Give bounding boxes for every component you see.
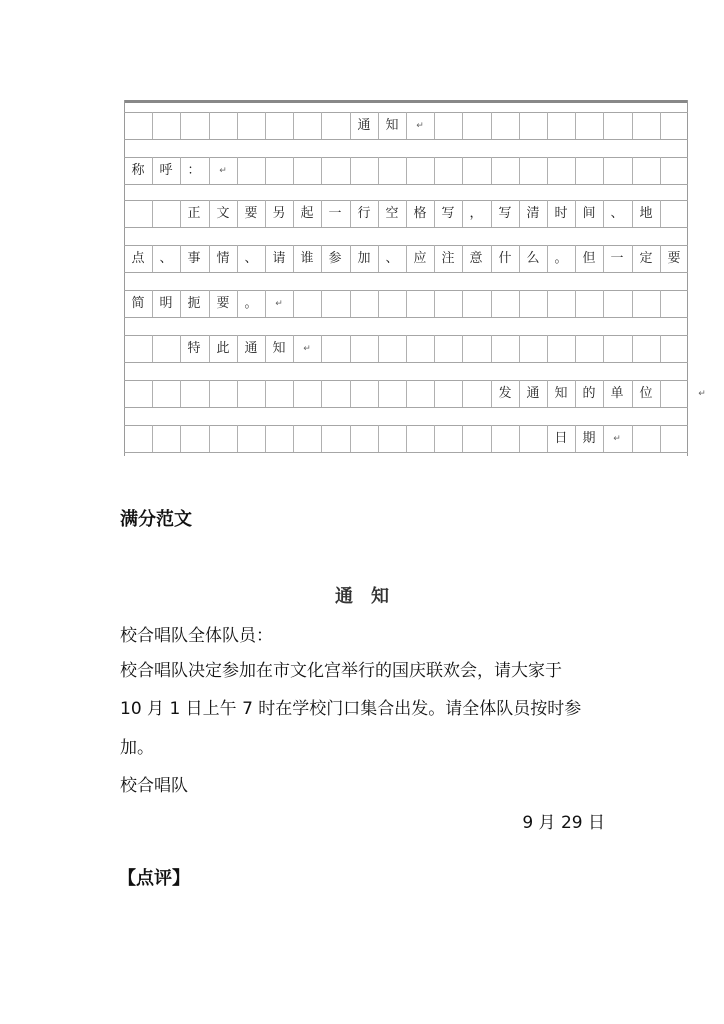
paragraph-mark: ↵ [275, 299, 283, 309]
grid-char: 行 [357, 206, 371, 221]
grid-char: 通 [357, 118, 371, 133]
grid-char: 称 [131, 163, 145, 178]
grid-char: 知 [554, 386, 568, 401]
grid-char: 明 [159, 296, 173, 311]
grid-lines [124, 100, 688, 456]
grid-char: 起 [300, 206, 314, 221]
grid-char: 发 [498, 386, 512, 401]
grid-char: 地 [639, 206, 653, 221]
grid-char: 请 [272, 251, 286, 266]
grid-char: 什 [498, 251, 512, 266]
grid-char: 点 [131, 251, 145, 266]
grid-char: 、 [244, 251, 258, 266]
grid-char: 期 [582, 431, 596, 446]
grid-char: 时 [554, 206, 568, 221]
paragraph-mark: ↵ [698, 389, 706, 399]
grid-char: 一 [328, 206, 342, 221]
paragraph-mark: ↵ [219, 166, 227, 176]
grid-char: 文 [216, 206, 230, 221]
grid-char: 扼 [187, 296, 201, 311]
grid-char: ， [469, 206, 483, 221]
grid-char: 知 [385, 118, 399, 133]
grid-char: 。 [244, 296, 258, 311]
grid-char: 单 [610, 386, 624, 401]
grid-char: 定 [639, 251, 653, 266]
grid-char: 的 [582, 386, 596, 401]
grid-char: 呼 [159, 163, 173, 178]
grid-char: 参 [328, 251, 342, 266]
notice-date: 9 月 29 日 [522, 813, 605, 833]
grid-char: 加 [357, 251, 371, 266]
paragraph-mark: ↵ [303, 344, 311, 354]
notice-salutation: 校合唱队全体队员： [120, 626, 273, 646]
grid-char: 应 [413, 251, 427, 266]
grid-char: 事 [187, 251, 201, 266]
grid-char: 意 [469, 251, 483, 266]
grid-char: 格 [413, 206, 427, 221]
grid-char: 要 [244, 206, 258, 221]
notice-body-line-1: 校合唱队决定参加在市文化宫举行的国庆联欢会，请大家于 [120, 661, 562, 681]
composition-grid [124, 100, 706, 456]
grid-char: 谁 [300, 251, 314, 266]
grid-char: 此 [216, 341, 230, 356]
grid-char: 一 [610, 251, 624, 266]
grid-char: 写 [441, 206, 455, 221]
grid-char: 要 [667, 251, 681, 266]
grid-char: 日 [554, 431, 568, 446]
notice-title: 通 知 [335, 586, 389, 607]
grid-char: 特 [187, 341, 201, 356]
grid-char: ： [187, 163, 201, 178]
notice-body-line-2: 10 月 1 日上午 7 时在学校门口集合出发。请全体队员按时参 [120, 699, 582, 719]
grid-char: 另 [272, 206, 286, 221]
grid-char: 。 [554, 251, 568, 266]
grid-char: 要 [216, 296, 230, 311]
grid-char: 简 [131, 296, 145, 311]
notice-signature: 校合唱队 [120, 776, 188, 796]
grid-char: 注 [441, 251, 455, 266]
grid-char: 通 [526, 386, 540, 401]
paragraph-mark: ↵ [613, 434, 621, 444]
grid-char: 、 [610, 206, 624, 221]
grid-char: 、 [159, 251, 173, 266]
grid-char: 情 [216, 251, 230, 266]
grid-char: 空 [385, 206, 399, 221]
grid-char: 通 [244, 341, 258, 356]
grid-char: 么 [526, 251, 540, 266]
grid-char: 写 [498, 206, 512, 221]
grid-char: 位 [639, 386, 653, 401]
model-essay-heading: 满分范文 [120, 509, 192, 530]
grid-char: 间 [582, 206, 596, 221]
paragraph-mark: ↵ [416, 121, 424, 131]
grid-char: 但 [582, 251, 596, 266]
grid-char: 、 [385, 251, 399, 266]
notice-body-line-3: 加。 [120, 738, 154, 758]
comment-heading: 【点评】 [118, 868, 190, 889]
grid-char: 正 [187, 206, 201, 221]
grid-char: 知 [272, 341, 286, 356]
grid-char: 清 [526, 206, 540, 221]
